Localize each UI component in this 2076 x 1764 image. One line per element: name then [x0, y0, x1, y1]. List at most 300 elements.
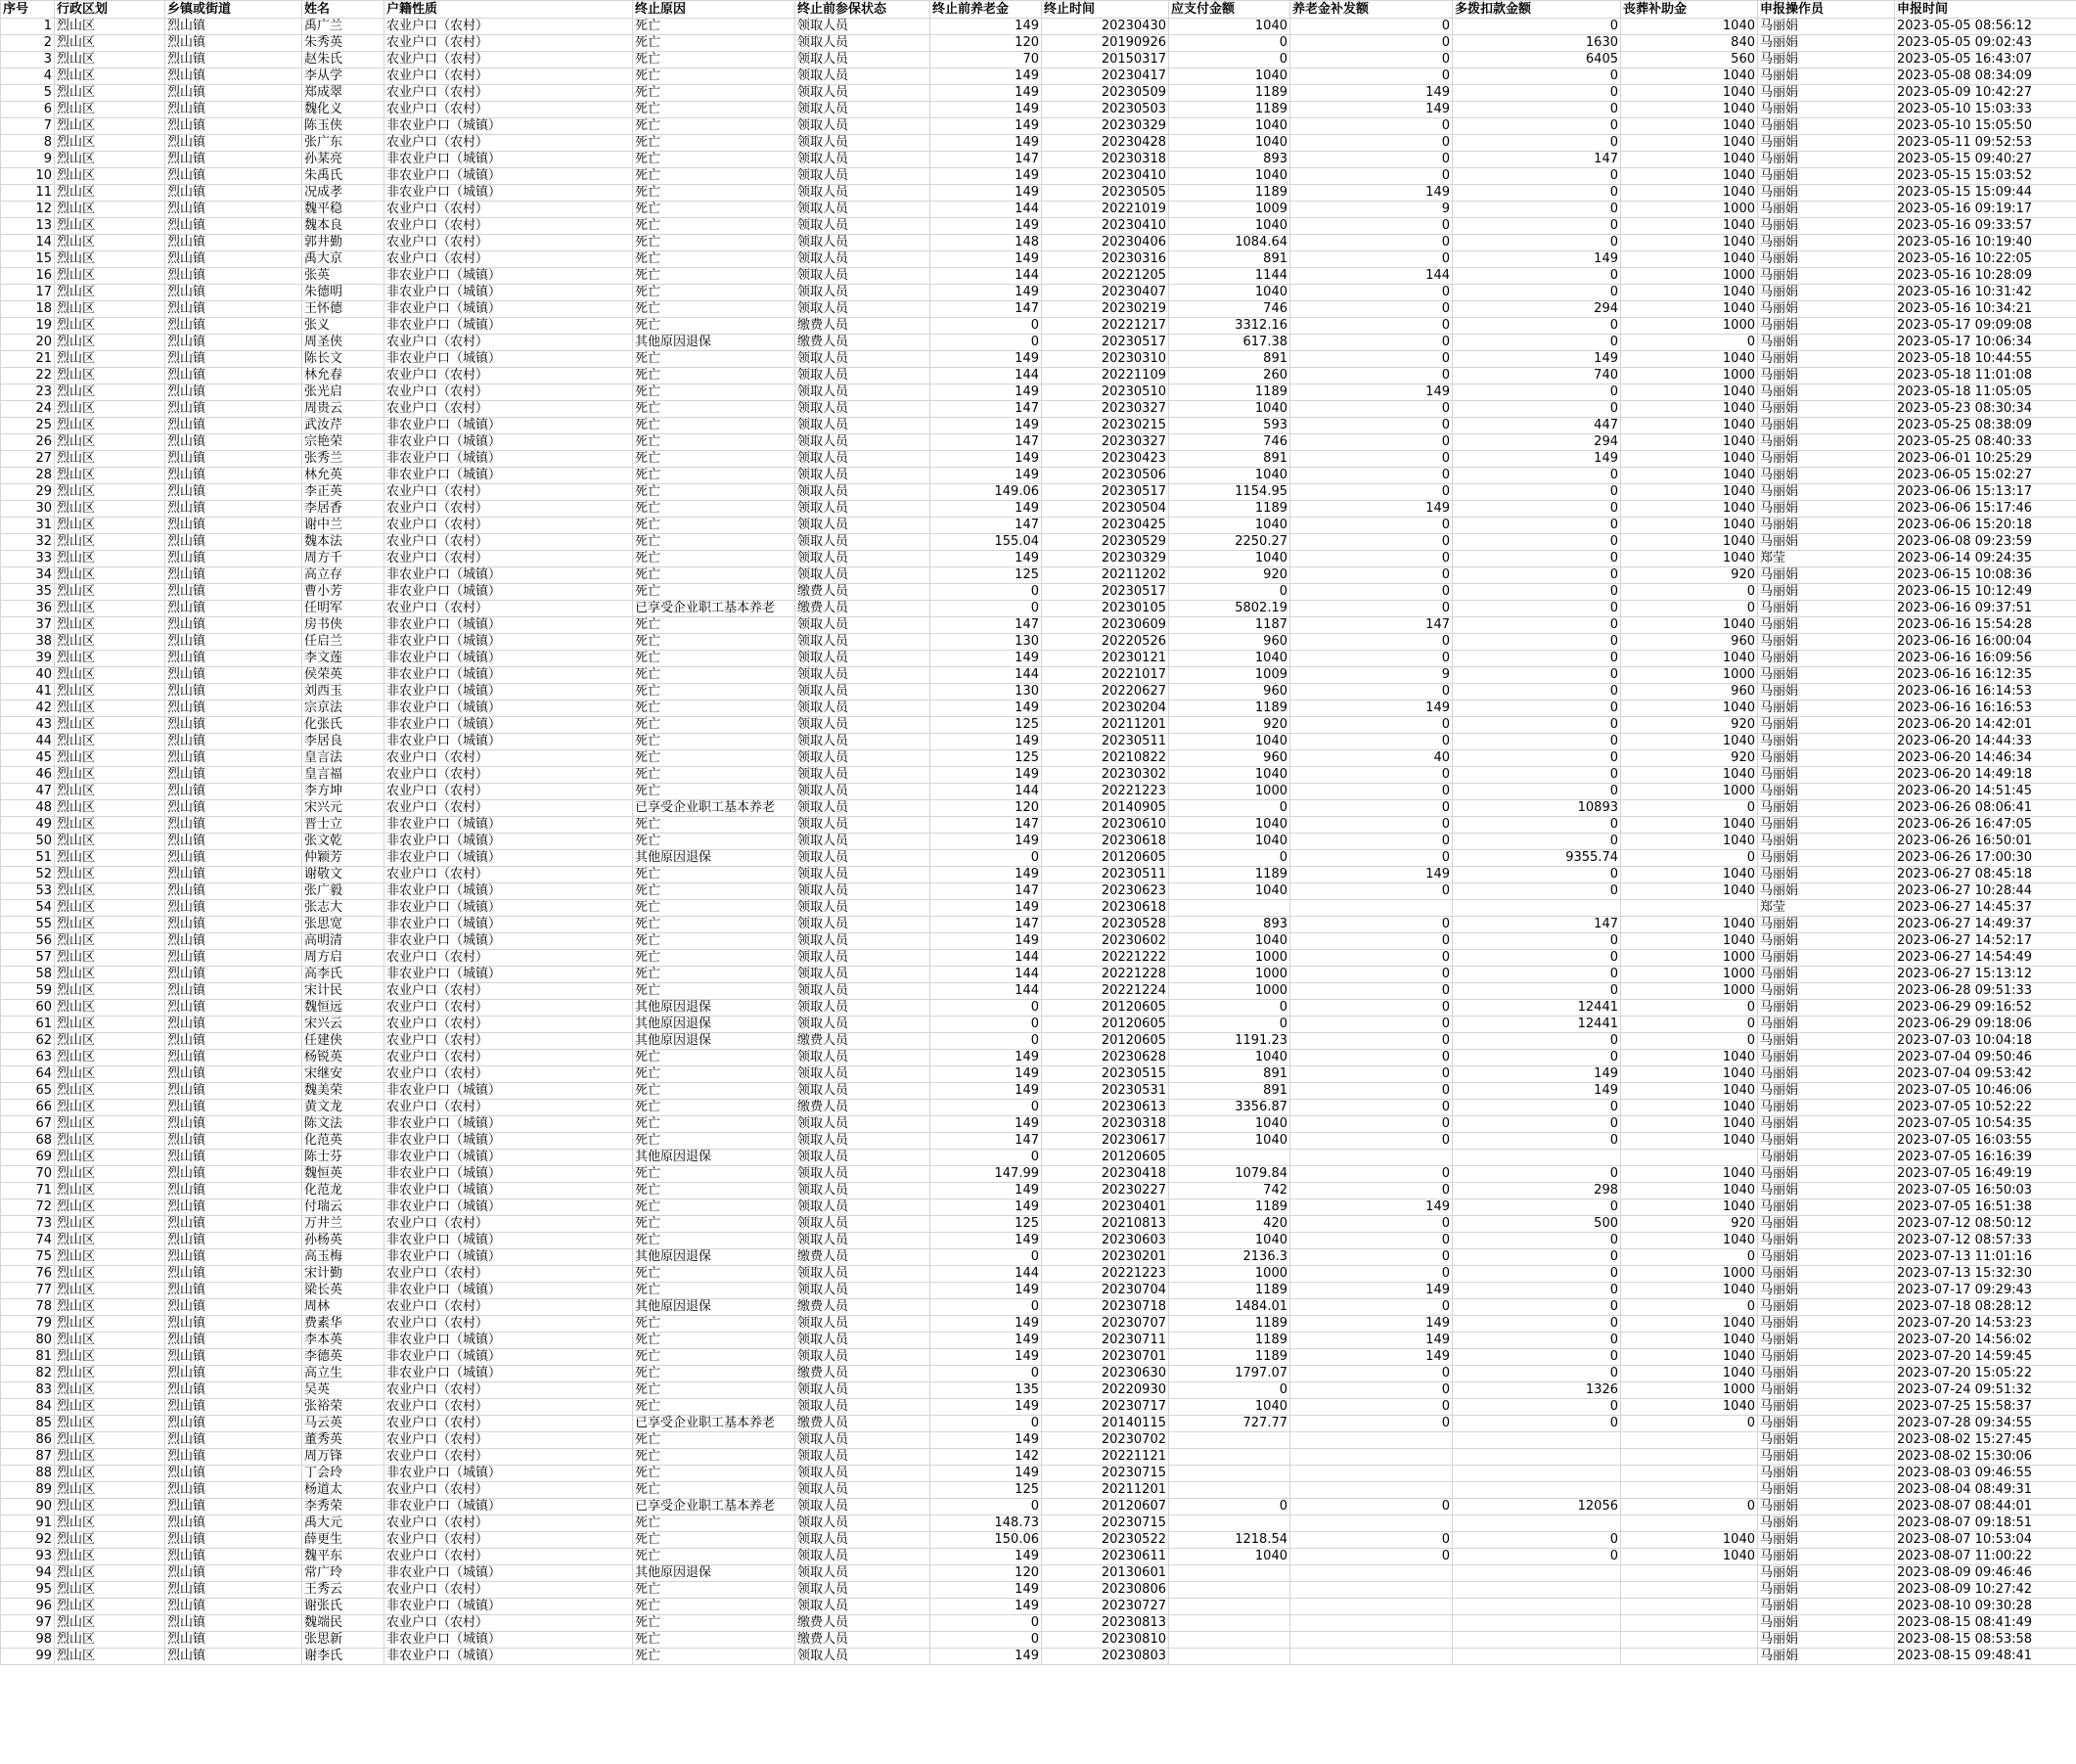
- table-cell[interactable]: 20230410: [1042, 168, 1169, 185]
- table-cell[interactable]: 20221121: [1042, 1449, 1169, 1466]
- table-cell[interactable]: 149: [930, 468, 1042, 484]
- table-cell[interactable]: 0: [1290, 817, 1453, 834]
- table-cell[interactable]: 149: [930, 185, 1042, 202]
- table-cell[interactable]: 马丽娟: [1758, 401, 1895, 418]
- table-cell[interactable]: 149: [930, 1349, 1042, 1366]
- table-cell[interactable]: 0: [1290, 1266, 1453, 1283]
- table-cell[interactable]: 农业户口（农村）: [384, 1615, 633, 1632]
- table-cell[interactable]: 20230511: [1042, 867, 1169, 883]
- table-cell[interactable]: 农业户口（农村）: [384, 501, 633, 518]
- table-cell[interactable]: 烈山镇: [165, 717, 302, 734]
- table-cell[interactable]: 马丽娟: [1758, 1615, 1895, 1632]
- table-cell[interactable]: 1040: [1621, 135, 1758, 152]
- table-cell[interactable]: 2023-05-23 08:30:34: [1895, 401, 2076, 418]
- table-cell[interactable]: 烈山镇: [165, 1582, 302, 1599]
- table-cell[interactable]: 烈山镇: [165, 867, 302, 883]
- table-cell[interactable]: 560: [1621, 52, 1758, 68]
- table-cell[interactable]: 67: [1, 1116, 55, 1133]
- table-cell[interactable]: 烈山镇: [165, 701, 302, 717]
- table-cell[interactable]: [1290, 1615, 1453, 1632]
- table-cell[interactable]: 郑莹: [1758, 900, 1895, 917]
- table-cell[interactable]: 24: [1, 401, 55, 418]
- table-cell[interactable]: 8: [1, 135, 55, 152]
- table-cell[interactable]: 烈山镇: [165, 434, 302, 451]
- table-cell[interactable]: 缴费人员: [795, 1366, 930, 1382]
- table-cell[interactable]: 20230510: [1042, 384, 1169, 401]
- table-cell[interactable]: 920: [1621, 1216, 1758, 1233]
- table-cell[interactable]: 马丽娟: [1758, 1199, 1895, 1216]
- table-cell[interactable]: 94: [1, 1565, 55, 1582]
- table-cell[interactable]: 0: [1290, 1033, 1453, 1050]
- table-cell[interactable]: 0: [1290, 767, 1453, 784]
- table-cell[interactable]: 非农业户口（城镇）: [384, 967, 633, 983]
- table-cell[interactable]: 1040: [1169, 135, 1290, 152]
- table-cell[interactable]: 144: [1290, 268, 1453, 285]
- table-cell[interactable]: 0: [1290, 1549, 1453, 1565]
- table-cell[interactable]: 0: [1621, 800, 1758, 817]
- table-cell[interactable]: 马丽娟: [1758, 817, 1895, 834]
- table-cell[interactable]: 0: [1290, 351, 1453, 368]
- table-cell[interactable]: 农业户口（农村）: [384, 551, 633, 567]
- table-cell[interactable]: 1189: [1169, 185, 1290, 202]
- table-cell[interactable]: 2023-06-06 15:13:17: [1895, 484, 2076, 501]
- table-cell[interactable]: 1000: [1621, 268, 1758, 285]
- table-cell[interactable]: 2023-06-20 14:46:34: [1895, 750, 2076, 767]
- table-cell[interactable]: 宋继安: [302, 1066, 384, 1083]
- table-cell[interactable]: 烈山区: [55, 484, 165, 501]
- table-cell[interactable]: 郑莹: [1758, 551, 1895, 567]
- table-cell[interactable]: 746: [1169, 301, 1290, 318]
- table-cell[interactable]: 马丽娟: [1758, 917, 1895, 933]
- table-cell[interactable]: 1040: [1621, 1166, 1758, 1183]
- table-cell[interactable]: 死亡: [633, 501, 795, 518]
- table-cell[interactable]: 20230201: [1042, 1249, 1169, 1266]
- table-cell[interactable]: 烈山镇: [165, 268, 302, 285]
- table-cell[interactable]: 谢李氏: [302, 1649, 384, 1665]
- table-cell[interactable]: 农业户口（农村）: [384, 1532, 633, 1549]
- table-cell[interactable]: 260: [1169, 368, 1290, 384]
- table-cell[interactable]: 2023-05-16 09:33:57: [1895, 218, 2076, 235]
- table-cell[interactable]: 其他原因退保: [633, 1150, 795, 1166]
- table-cell[interactable]: 61: [1, 1017, 55, 1033]
- table-cell[interactable]: 烈山区: [55, 784, 165, 800]
- table-cell[interactable]: 死亡: [633, 1083, 795, 1100]
- table-cell[interactable]: 李文莲: [302, 651, 384, 667]
- table-cell[interactable]: 马丽娟: [1758, 335, 1895, 351]
- table-cell[interactable]: 缴费人员: [795, 584, 930, 601]
- table-cell[interactable]: 张英: [302, 268, 384, 285]
- table-cell[interactable]: 烈山区: [55, 1066, 165, 1083]
- table-cell[interactable]: 1189: [1169, 384, 1290, 401]
- table-cell[interactable]: 农业户口（农村）: [384, 1216, 633, 1233]
- table-cell[interactable]: 0: [1169, 800, 1290, 817]
- table-cell[interactable]: 149: [930, 1066, 1042, 1083]
- table-cell[interactable]: 马丽娟: [1758, 734, 1895, 750]
- table-cell[interactable]: 0: [930, 318, 1042, 335]
- table-cell[interactable]: 149: [1453, 451, 1621, 468]
- table-cell[interactable]: 20230528: [1042, 917, 1169, 933]
- table-cell[interactable]: 0: [1453, 1349, 1621, 1366]
- table-cell[interactable]: 马丽娟: [1758, 301, 1895, 318]
- table-cell[interactable]: 马丽娟: [1758, 1416, 1895, 1432]
- table-cell[interactable]: 马丽娟: [1758, 152, 1895, 168]
- table-cell[interactable]: 马丽娟: [1758, 651, 1895, 667]
- table-cell[interactable]: 0: [1453, 684, 1621, 701]
- table-cell[interactable]: 20221224: [1042, 983, 1169, 1000]
- table-cell[interactable]: 1040: [1621, 1366, 1758, 1382]
- table-cell[interactable]: 死亡: [633, 900, 795, 917]
- table-cell[interactable]: 烈山区: [55, 1183, 165, 1199]
- table-cell[interactable]: 2023-06-27 10:28:44: [1895, 883, 2076, 900]
- table-cell[interactable]: 0: [1169, 52, 1290, 68]
- table-cell[interactable]: 125: [930, 1216, 1042, 1233]
- table-cell[interactable]: 烈山镇: [165, 933, 302, 950]
- table-cell[interactable]: 2023-07-05 16:16:39: [1895, 1150, 2076, 1166]
- table-cell[interactable]: 死亡: [633, 351, 795, 368]
- table-cell[interactable]: 非农业户口（城镇）: [384, 1133, 633, 1150]
- table-cell[interactable]: 烈山镇: [165, 285, 302, 301]
- table-cell[interactable]: 0: [1290, 251, 1453, 268]
- table-cell[interactable]: 烈山区: [55, 1466, 165, 1482]
- table-cell[interactable]: 2023-07-12 08:50:12: [1895, 1216, 2076, 1233]
- table-cell[interactable]: 烈山区: [55, 1565, 165, 1582]
- table-cell[interactable]: 领取人员: [795, 285, 930, 301]
- table-cell[interactable]: 1040: [1621, 933, 1758, 950]
- table-cell[interactable]: 农业户口（农村）: [384, 950, 633, 967]
- table-cell[interactable]: 况成孝: [302, 185, 384, 202]
- table-cell[interactable]: 非农业户口（城镇）: [384, 285, 633, 301]
- table-cell[interactable]: 0: [1453, 1549, 1621, 1565]
- table-cell[interactable]: 0: [1453, 967, 1621, 983]
- table-cell[interactable]: 李从学: [302, 68, 384, 85]
- table-cell[interactable]: 领取人员: [795, 1432, 930, 1449]
- table-cell[interactable]: 烈山镇: [165, 1116, 302, 1133]
- table-cell[interactable]: 0: [1290, 1083, 1453, 1100]
- table-cell[interactable]: 谢中兰: [302, 518, 384, 534]
- table-cell[interactable]: 非农业户口（城镇）: [384, 1499, 633, 1515]
- table-cell[interactable]: 马丽娟: [1758, 1582, 1895, 1599]
- table-cell[interactable]: 马丽娟: [1758, 983, 1895, 1000]
- table-cell[interactable]: 烈山区: [55, 983, 165, 1000]
- table-cell[interactable]: 死亡: [633, 1133, 795, 1150]
- table-cell[interactable]: 烈山区: [55, 1416, 165, 1432]
- table-cell[interactable]: 禹大元: [302, 1515, 384, 1532]
- table-cell[interactable]: 领取人员: [795, 52, 930, 68]
- table-cell[interactable]: [1453, 1466, 1621, 1482]
- table-cell[interactable]: 烈山镇: [165, 1515, 302, 1532]
- table-cell[interactable]: 1040: [1621, 1233, 1758, 1249]
- table-cell[interactable]: 死亡: [633, 235, 795, 251]
- table-cell[interactable]: 149: [930, 168, 1042, 185]
- table-cell[interactable]: 500: [1453, 1216, 1621, 1233]
- table-cell[interactable]: [1169, 1615, 1290, 1632]
- table-cell[interactable]: 0: [1621, 601, 1758, 617]
- table-cell[interactable]: 0: [1621, 1017, 1758, 1033]
- table-cell[interactable]: 0: [1169, 1499, 1290, 1515]
- table-cell[interactable]: 1040: [1169, 218, 1290, 235]
- table-cell[interactable]: 20130601: [1042, 1565, 1169, 1582]
- table-cell[interactable]: 0: [1290, 917, 1453, 933]
- table-cell[interactable]: 死亡: [633, 368, 795, 384]
- table-cell[interactable]: 禹大京: [302, 251, 384, 268]
- table-cell[interactable]: 0: [1290, 1382, 1453, 1399]
- table-cell[interactable]: 147: [930, 518, 1042, 534]
- table-cell[interactable]: [1621, 1615, 1758, 1632]
- table-cell[interactable]: 1040: [1621, 235, 1758, 251]
- table-cell[interactable]: 32: [1, 534, 55, 551]
- table-cell[interactable]: 20230711: [1042, 1333, 1169, 1349]
- table-cell[interactable]: 领取人员: [795, 501, 930, 518]
- table-cell[interactable]: 2023-06-16 15:54:28: [1895, 617, 2076, 634]
- table-cell[interactable]: 0: [1453, 1299, 1621, 1316]
- table-cell[interactable]: 烈山镇: [165, 817, 302, 834]
- table-cell[interactable]: 非农业户口（城镇）: [384, 1183, 633, 1199]
- table-cell[interactable]: 77: [1, 1283, 55, 1299]
- table-cell[interactable]: 烈山区: [55, 351, 165, 368]
- table-cell[interactable]: 155.04: [930, 534, 1042, 551]
- table-cell[interactable]: 领取人员: [795, 484, 930, 501]
- table-cell[interactable]: 1040: [1621, 484, 1758, 501]
- table-cell[interactable]: 非农业户口（城镇）: [384, 567, 633, 584]
- table-cell[interactable]: 72: [1, 1199, 55, 1216]
- table-cell[interactable]: 烈山镇: [165, 1100, 302, 1116]
- table-cell[interactable]: 烈山区: [55, 1599, 165, 1615]
- table-cell[interactable]: 烈山区: [55, 135, 165, 152]
- table-cell[interactable]: 1154.95: [1169, 484, 1290, 501]
- table-cell[interactable]: 烈山区: [55, 1499, 165, 1515]
- table-cell[interactable]: 0: [1453, 767, 1621, 784]
- table-cell[interactable]: 马丽娟: [1758, 518, 1895, 534]
- table-cell[interactable]: 1040: [1169, 651, 1290, 667]
- table-cell[interactable]: 其他原因退保: [633, 1000, 795, 1017]
- table-cell[interactable]: 马丽娟: [1758, 1066, 1895, 1083]
- table-cell[interactable]: 烈山区: [55, 318, 165, 335]
- table-cell[interactable]: 领取人员: [795, 1283, 930, 1299]
- table-cell[interactable]: 960: [1621, 684, 1758, 701]
- table-cell[interactable]: 农业户口（农村）: [384, 534, 633, 551]
- table-cell[interactable]: 死亡: [633, 268, 795, 285]
- table-cell[interactable]: 领取人员: [795, 1399, 930, 1416]
- table-cell[interactable]: 杨锐英: [302, 1050, 384, 1066]
- table-cell[interactable]: 1040: [1169, 68, 1290, 85]
- column-header[interactable]: 终止前养老金: [930, 1, 1042, 19]
- table-cell[interactable]: 周万锋: [302, 1449, 384, 1466]
- table-cell[interactable]: 1040: [1169, 19, 1290, 35]
- table-cell[interactable]: 2023-06-16 16:16:53: [1895, 701, 2076, 717]
- table-cell[interactable]: 死亡: [633, 1349, 795, 1366]
- table-cell[interactable]: 20230707: [1042, 1316, 1169, 1333]
- table-cell[interactable]: 2023-08-10 09:30:28: [1895, 1599, 2076, 1615]
- table-cell[interactable]: 李居良: [302, 734, 384, 750]
- table-cell[interactable]: 陈文法: [302, 1116, 384, 1133]
- table-cell[interactable]: 领取人员: [795, 1532, 930, 1549]
- table-cell[interactable]: 0: [1453, 168, 1621, 185]
- table-cell[interactable]: 烈山镇: [165, 102, 302, 118]
- table-cell[interactable]: 侯荣英: [302, 667, 384, 684]
- table-cell[interactable]: 0: [1290, 1066, 1453, 1083]
- table-cell[interactable]: 烈山区: [55, 551, 165, 567]
- table-cell[interactable]: 1040: [1169, 1233, 1290, 1249]
- table-cell[interactable]: 非农业户口（城镇）: [384, 1116, 633, 1133]
- table-cell[interactable]: 烈山镇: [165, 135, 302, 152]
- table-cell[interactable]: 0: [1453, 950, 1621, 967]
- table-cell[interactable]: 0: [1453, 1233, 1621, 1249]
- table-cell[interactable]: 李秀荣: [302, 1499, 384, 1515]
- table-cell[interactable]: 0: [1290, 800, 1453, 817]
- table-cell[interactable]: 马丽娟: [1758, 251, 1895, 268]
- table-cell[interactable]: 2023-07-05 16:50:03: [1895, 1183, 2076, 1199]
- table-cell[interactable]: 烈山区: [55, 68, 165, 85]
- table-cell[interactable]: 非农业户口（城镇）: [384, 152, 633, 168]
- table-cell[interactable]: 烈山区: [55, 1000, 165, 1017]
- table-cell[interactable]: 烈山镇: [165, 1000, 302, 1017]
- table-cell[interactable]: 0: [1453, 518, 1621, 534]
- table-cell[interactable]: 死亡: [633, 484, 795, 501]
- table-cell[interactable]: 0: [1290, 834, 1453, 850]
- table-cell[interactable]: 149: [930, 1432, 1042, 1449]
- table-cell[interactable]: 周林: [302, 1299, 384, 1316]
- table-cell[interactable]: 陈玉侠: [302, 118, 384, 135]
- table-cell[interactable]: 2: [1, 35, 55, 52]
- table-cell[interactable]: 0: [1290, 1499, 1453, 1515]
- table-cell[interactable]: 144: [930, 268, 1042, 285]
- table-cell[interactable]: 农业户口（农村）: [384, 19, 633, 35]
- table-cell[interactable]: 死亡: [633, 285, 795, 301]
- table-cell[interactable]: 烈山区: [55, 950, 165, 967]
- table-cell[interactable]: 2023-06-26 16:50:01: [1895, 834, 2076, 850]
- table-cell[interactable]: 1000: [1169, 967, 1290, 983]
- table-cell[interactable]: 2023-06-16 16:14:53: [1895, 684, 2076, 701]
- table-cell[interactable]: 1189: [1169, 85, 1290, 102]
- table-cell[interactable]: 1189: [1169, 701, 1290, 717]
- table-cell[interactable]: 烈山区: [55, 19, 165, 35]
- table-cell[interactable]: 缴费人员: [795, 335, 930, 351]
- table-cell[interactable]: 农业户口（农村）: [384, 1482, 633, 1499]
- table-cell[interactable]: 0: [1169, 35, 1290, 52]
- table-cell[interactable]: 烈山区: [55, 418, 165, 434]
- table-cell[interactable]: 马丽娟: [1758, 634, 1895, 651]
- table-cell[interactable]: 148.73: [930, 1515, 1042, 1532]
- table-cell[interactable]: 张思宽: [302, 917, 384, 933]
- table-cell[interactable]: 20230517: [1042, 335, 1169, 351]
- table-cell[interactable]: 死亡: [633, 534, 795, 551]
- table-cell[interactable]: 领取人员: [795, 651, 930, 667]
- table-cell[interactable]: 2023-07-04 09:53:42: [1895, 1066, 2076, 1083]
- table-cell[interactable]: 领取人员: [795, 19, 930, 35]
- table-cell[interactable]: 烈山区: [55, 1316, 165, 1333]
- table-cell[interactable]: 2023-05-05 16:43:07: [1895, 52, 2076, 68]
- table-cell[interactable]: 烈山镇: [165, 518, 302, 534]
- table-cell[interactable]: 领取人员: [795, 850, 930, 867]
- table-cell[interactable]: 丁会玲: [302, 1466, 384, 1482]
- table-cell[interactable]: 马丽娟: [1758, 1249, 1895, 1266]
- table-cell[interactable]: 149: [1290, 85, 1453, 102]
- table-cell[interactable]: 死亡: [633, 185, 795, 202]
- table-cell[interactable]: 任启兰: [302, 634, 384, 651]
- table-cell[interactable]: 农业户口（农村）: [384, 1000, 633, 1017]
- table-cell[interactable]: 44: [1, 734, 55, 750]
- table-cell[interactable]: 烈山镇: [165, 634, 302, 651]
- table-cell[interactable]: 120: [930, 800, 1042, 817]
- table-cell[interactable]: 87: [1, 1449, 55, 1466]
- table-cell[interactable]: 1040: [1621, 501, 1758, 518]
- table-cell[interactable]: 烈山镇: [165, 1233, 302, 1249]
- table-cell[interactable]: 马丽娟: [1758, 285, 1895, 301]
- table-cell[interactable]: 1040: [1169, 817, 1290, 834]
- table-cell[interactable]: 董秀英: [302, 1432, 384, 1449]
- table-cell[interactable]: 1040: [1621, 301, 1758, 318]
- table-cell[interactable]: 马丽娟: [1758, 717, 1895, 734]
- table-cell[interactable]: 20230702: [1042, 1432, 1169, 1449]
- table-cell[interactable]: 烈山区: [55, 102, 165, 118]
- table-cell[interactable]: 农业户口（农村）: [384, 1033, 633, 1050]
- table-cell[interactable]: 领取人员: [795, 351, 930, 368]
- table-cell[interactable]: 20220930: [1042, 1382, 1169, 1399]
- table-cell[interactable]: 78: [1, 1299, 55, 1316]
- table-cell[interactable]: 非农业户口（城镇）: [384, 1565, 633, 1582]
- table-cell[interactable]: 死亡: [633, 318, 795, 335]
- table-cell[interactable]: 1040: [1621, 152, 1758, 168]
- table-cell[interactable]: 0: [1453, 102, 1621, 118]
- table-cell[interactable]: 2136.3: [1169, 1249, 1290, 1266]
- table-cell[interactable]: 任建侠: [302, 1033, 384, 1050]
- table-cell[interactable]: 20230602: [1042, 933, 1169, 950]
- table-cell[interactable]: 缴费人员: [795, 1249, 930, 1266]
- table-cell[interactable]: 20210822: [1042, 750, 1169, 767]
- table-cell[interactable]: 893: [1169, 152, 1290, 168]
- table-cell[interactable]: [1290, 1482, 1453, 1499]
- column-header[interactable]: 多拨扣款金额: [1453, 1, 1621, 19]
- column-header[interactable]: 应支付金额: [1169, 1, 1290, 19]
- table-cell[interactable]: 30: [1, 501, 55, 518]
- table-cell[interactable]: 死亡: [633, 152, 795, 168]
- table-cell[interactable]: 烈山区: [55, 917, 165, 933]
- table-cell[interactable]: 1040: [1621, 68, 1758, 85]
- table-cell[interactable]: 0: [1453, 401, 1621, 418]
- table-cell[interactable]: 1218.54: [1169, 1532, 1290, 1549]
- table-cell[interactable]: 死亡: [633, 1266, 795, 1283]
- table-cell[interactable]: 46: [1, 767, 55, 784]
- table-cell[interactable]: 149: [930, 1083, 1042, 1100]
- table-cell[interactable]: 烈山镇: [165, 1199, 302, 1216]
- table-cell[interactable]: 2023-06-16 16:09:56: [1895, 651, 2076, 667]
- table-cell[interactable]: 294: [1453, 301, 1621, 318]
- table-cell[interactable]: 0: [1290, 484, 1453, 501]
- table-cell[interactable]: 54: [1, 900, 55, 917]
- table-cell[interactable]: 144: [930, 784, 1042, 800]
- table-cell[interactable]: 1000: [1169, 950, 1290, 967]
- table-cell[interactable]: 2023-06-16 16:12:35: [1895, 667, 2076, 684]
- column-header[interactable]: 养老金补发额: [1290, 1, 1453, 19]
- table-cell[interactable]: 林允春: [302, 368, 384, 384]
- table-cell[interactable]: 20230329: [1042, 118, 1169, 135]
- table-cell[interactable]: 烈山区: [55, 384, 165, 401]
- table-cell[interactable]: 0: [1453, 784, 1621, 800]
- table-cell[interactable]: 烈山区: [55, 1033, 165, 1050]
- table-cell[interactable]: 死亡: [633, 168, 795, 185]
- table-cell[interactable]: 烈山区: [55, 1399, 165, 1416]
- table-cell[interactable]: 2023-07-05 10:54:35: [1895, 1116, 2076, 1133]
- table-cell[interactable]: 死亡: [633, 667, 795, 684]
- table-cell[interactable]: 20230603: [1042, 1233, 1169, 1249]
- table-cell[interactable]: 非农业户口（城镇）: [384, 834, 633, 850]
- table-cell[interactable]: 死亡: [633, 135, 795, 152]
- table-cell[interactable]: 郑成翠: [302, 85, 384, 102]
- table-cell[interactable]: 死亡: [633, 1599, 795, 1615]
- table-cell[interactable]: 非农业户口（城镇）: [384, 1349, 633, 1366]
- table-cell[interactable]: 2023-07-20 14:59:45: [1895, 1349, 2076, 1366]
- table-cell[interactable]: 149: [930, 351, 1042, 368]
